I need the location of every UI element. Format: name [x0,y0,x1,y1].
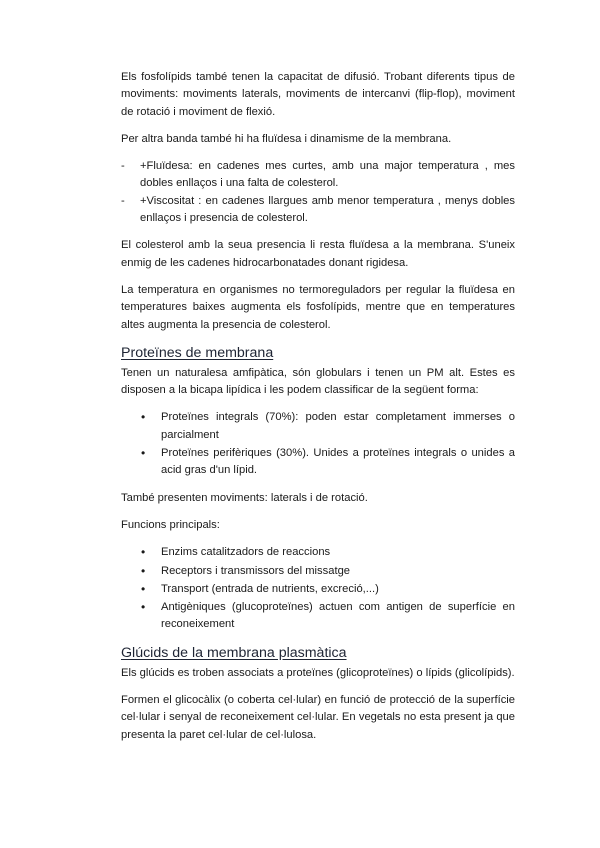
list-item: - +Fluïdesa: en cadenes mes curtes, amb una major temperatura , mes dobles enllaços i una falta de colesterol. [121,158,515,193]
paragraph-fluidity-intro: Per altra banda també hi ha fluïdesa i dinamisme de la membrana. [121,132,452,145]
list-item: • Receptors i transmissors del missatge [121,563,515,580]
paragraph-protein-nature: Tenen un naturalesa amfipàtica, són globulars i tenen un PM alt. Estes es disposen a la bicapa lipídica i les podem classificar de la següent forma: [121,366,515,397]
protein-types-list [121,409,515,479]
list-item: • Proteïnes integrals (70%): poden estar completament immerses o parcialment [121,409,515,444]
list-item: • Antigèniques (glucoproteïnes) actuen com antigen de superfície en reconeixement [121,599,515,634]
list-item: • Transport (entrada de nutrients, excreció,...) [121,581,515,598]
paragraph-cholesterol: El colesterol amb la seua presencia li resta fluïdesa a la membrana. S'uneix enmig de les cadenes hidrocarbonatades donant rigidesa. [121,239,515,269]
document-body [121,69,515,754]
paragraph-phospholipid-diffusion: Els fosfolípids també tenen la capacitat de difusió. Trobant diferents tipus de moviments: moviments laterals, moviments de intercanvi (flip-flop), moviment de rotació i moviment de flexió. [121,71,515,118]
heading-membrane-glucids: Glúcids de la membrana plasmàtica [121,644,347,661]
protein-functions-list [121,544,515,633]
paragraph-glycocalyx: Formen el glicocàlix (o coberta cel·lular) en funció de protecció de la superfície cel·lular i senyal de reconeixement cel·lular. En vegetals no esta present ja que presenta la paret cel·lular de cel·lulosa. [121,694,515,741]
list-item: • Enzims catalitzadors de reaccions [121,544,515,561]
paragraph-glucids-association: Els glúcids es troben associats a proteïnes (glicoproteïnes) o lípids (glicolípids). [121,666,515,679]
list-item: - +Viscositat : en cadenes llargues amb menor temperatura , menys dobles enllaços i presencia de colesterol. [121,193,515,228]
fluidity-list [121,158,515,227]
paragraph-protein-movements: També presenten moviments: laterals i de rotació. [121,491,368,504]
paragraph-temperature: La temperatura en organismes no termoreguladors per regular la fluïdesa en temperatures baixes augmenta els fosfolípids, mentre que en temperatures altes augmenta la presencia de colesterol. [121,283,515,331]
list-item: • Proteïnes perifèriques (30%). Unides a proteïnes integrals o unides a acid gras d'un lípid. [121,445,515,480]
heading-membrane-proteins: Proteïnes de membrana [121,344,274,361]
paragraph-main-functions: Funcions principals: [121,518,220,531]
